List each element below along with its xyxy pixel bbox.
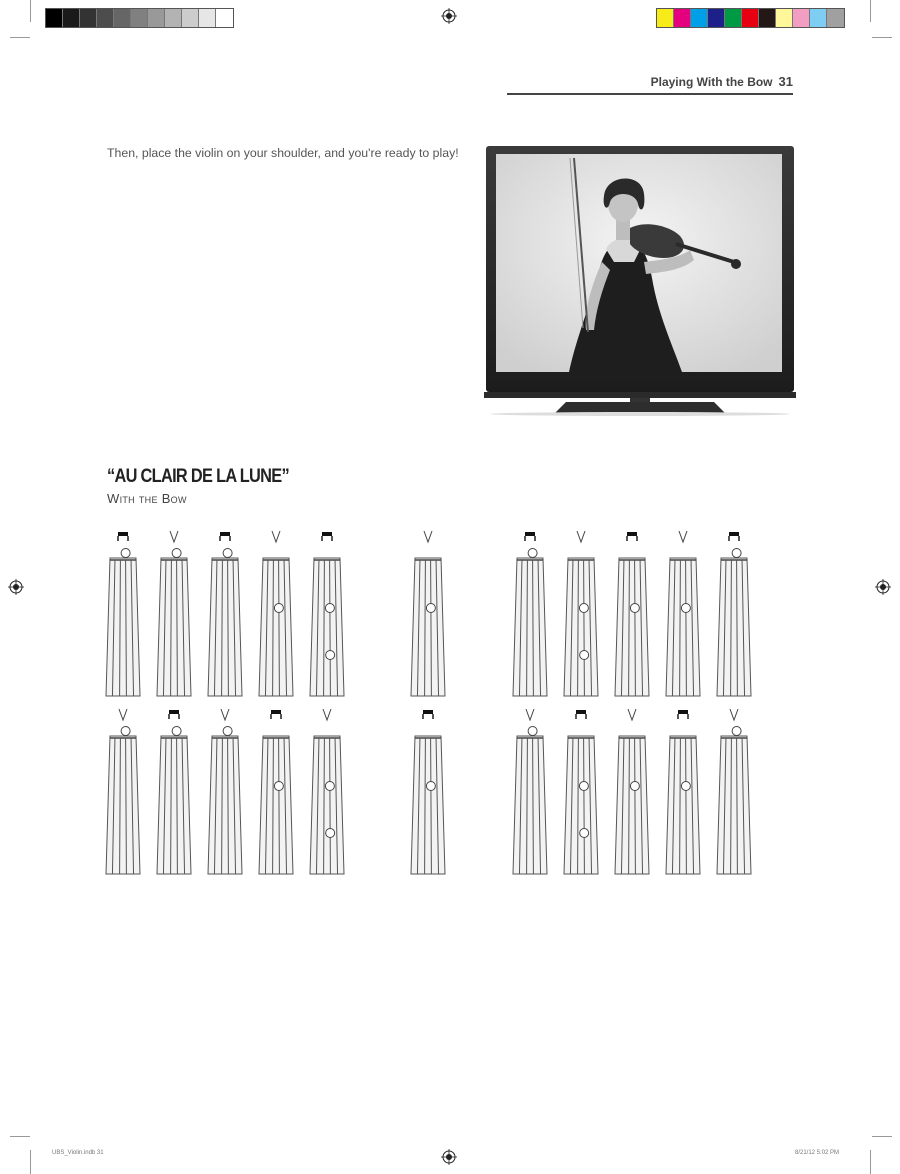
up-bow-icon bbox=[577, 531, 585, 542]
finger-dot bbox=[274, 604, 283, 613]
fingerboard bbox=[259, 558, 293, 696]
open-string-dot bbox=[732, 549, 741, 558]
fingerboard bbox=[208, 558, 242, 696]
fingerboard bbox=[717, 736, 751, 874]
up-bow-icon bbox=[119, 709, 127, 720]
fingerboard bbox=[259, 736, 293, 874]
down-bow-icon-legs bbox=[220, 536, 230, 541]
finger-dot bbox=[681, 782, 690, 791]
fingerboard bbox=[717, 558, 751, 696]
fingerboard bbox=[411, 558, 445, 696]
down-bow-icon-legs bbox=[118, 536, 128, 541]
song-subtitle: With the Bow bbox=[107, 491, 187, 506]
down-bow-icon-legs bbox=[678, 714, 688, 719]
finger-dot bbox=[274, 782, 283, 791]
fingerboard bbox=[157, 736, 191, 874]
open-string-dot bbox=[172, 549, 181, 558]
fingerboard bbox=[310, 736, 344, 874]
finger-dot bbox=[325, 604, 334, 613]
fingerboard bbox=[564, 736, 598, 874]
down-bow-icon-legs bbox=[525, 536, 535, 541]
down-bow-icon bbox=[271, 710, 281, 714]
down-bow-icon bbox=[423, 710, 433, 714]
down-bow-icon bbox=[729, 532, 739, 536]
down-bow-icon bbox=[627, 532, 637, 536]
open-string-dot bbox=[172, 727, 181, 736]
down-bow-icon bbox=[678, 710, 688, 714]
page-number: 31 bbox=[778, 74, 793, 89]
up-bow-icon bbox=[730, 709, 738, 720]
instruction-text: Then, place the violin on your shoulder, and you're ready to play! bbox=[107, 146, 459, 160]
up-bow-icon bbox=[323, 709, 331, 720]
fingerboard bbox=[157, 558, 191, 696]
open-string-dot bbox=[121, 549, 130, 558]
open-string-dot bbox=[223, 727, 232, 736]
finger-dot bbox=[681, 604, 690, 613]
up-bow-icon bbox=[170, 531, 178, 542]
down-bow-icon-legs bbox=[169, 714, 179, 719]
fingerboard bbox=[411, 736, 445, 874]
up-bow-icon bbox=[628, 709, 636, 720]
finger-dot bbox=[326, 651, 335, 660]
fingerboard bbox=[615, 736, 649, 874]
finger-dot bbox=[630, 782, 639, 791]
down-bow-icon-legs bbox=[576, 714, 586, 719]
down-bow-icon-legs bbox=[423, 714, 433, 719]
down-bow-icon bbox=[220, 532, 230, 536]
section-title: Playing With the Bow bbox=[650, 75, 773, 89]
finger-dot bbox=[326, 829, 335, 838]
fingerboard bbox=[208, 736, 242, 874]
open-string-dot bbox=[528, 727, 537, 736]
down-bow-icon bbox=[169, 710, 179, 714]
fingerboard bbox=[564, 558, 598, 696]
fingerboard bbox=[666, 736, 700, 874]
fingerboard bbox=[310, 558, 344, 696]
down-bow-icon bbox=[322, 532, 332, 536]
finger-dot bbox=[580, 829, 589, 838]
finger-dot bbox=[579, 604, 588, 613]
date-slug: 8/21/12 5:02 PM bbox=[795, 1150, 840, 1156]
finger-dot bbox=[579, 782, 588, 791]
open-string-dot bbox=[223, 549, 232, 558]
file-slug: UBS_Violin.indb 31 bbox=[52, 1150, 104, 1156]
down-bow-icon-legs bbox=[271, 714, 281, 719]
fingerboard bbox=[615, 558, 649, 696]
down-bow-icon-legs bbox=[322, 536, 332, 541]
song-title: “AU CLAIR DE LA LUNE” bbox=[107, 466, 289, 487]
down-bow-icon bbox=[525, 532, 535, 536]
up-bow-icon bbox=[679, 531, 687, 542]
finger-dot bbox=[580, 651, 589, 660]
down-bow-icon bbox=[118, 532, 128, 536]
fingerboard bbox=[106, 558, 140, 696]
fingerboard bbox=[513, 736, 547, 874]
finger-dot bbox=[325, 782, 334, 791]
up-bow-icon bbox=[221, 709, 229, 720]
fingerboard bbox=[513, 558, 547, 696]
down-bow-icon bbox=[576, 710, 586, 714]
down-bow-icon-legs bbox=[729, 536, 739, 541]
open-string-dot bbox=[732, 727, 741, 736]
up-bow-icon bbox=[272, 531, 280, 542]
down-bow-icon-legs bbox=[627, 536, 637, 541]
finger-dot bbox=[426, 782, 435, 791]
finger-dot bbox=[630, 604, 639, 613]
up-bow-icon bbox=[526, 709, 534, 720]
open-string-dot bbox=[528, 549, 537, 558]
fingerboard bbox=[666, 558, 700, 696]
fingerboard bbox=[106, 736, 140, 874]
open-string-dot bbox=[121, 727, 130, 736]
up-bow-icon bbox=[424, 531, 432, 542]
finger-dot bbox=[426, 604, 435, 613]
